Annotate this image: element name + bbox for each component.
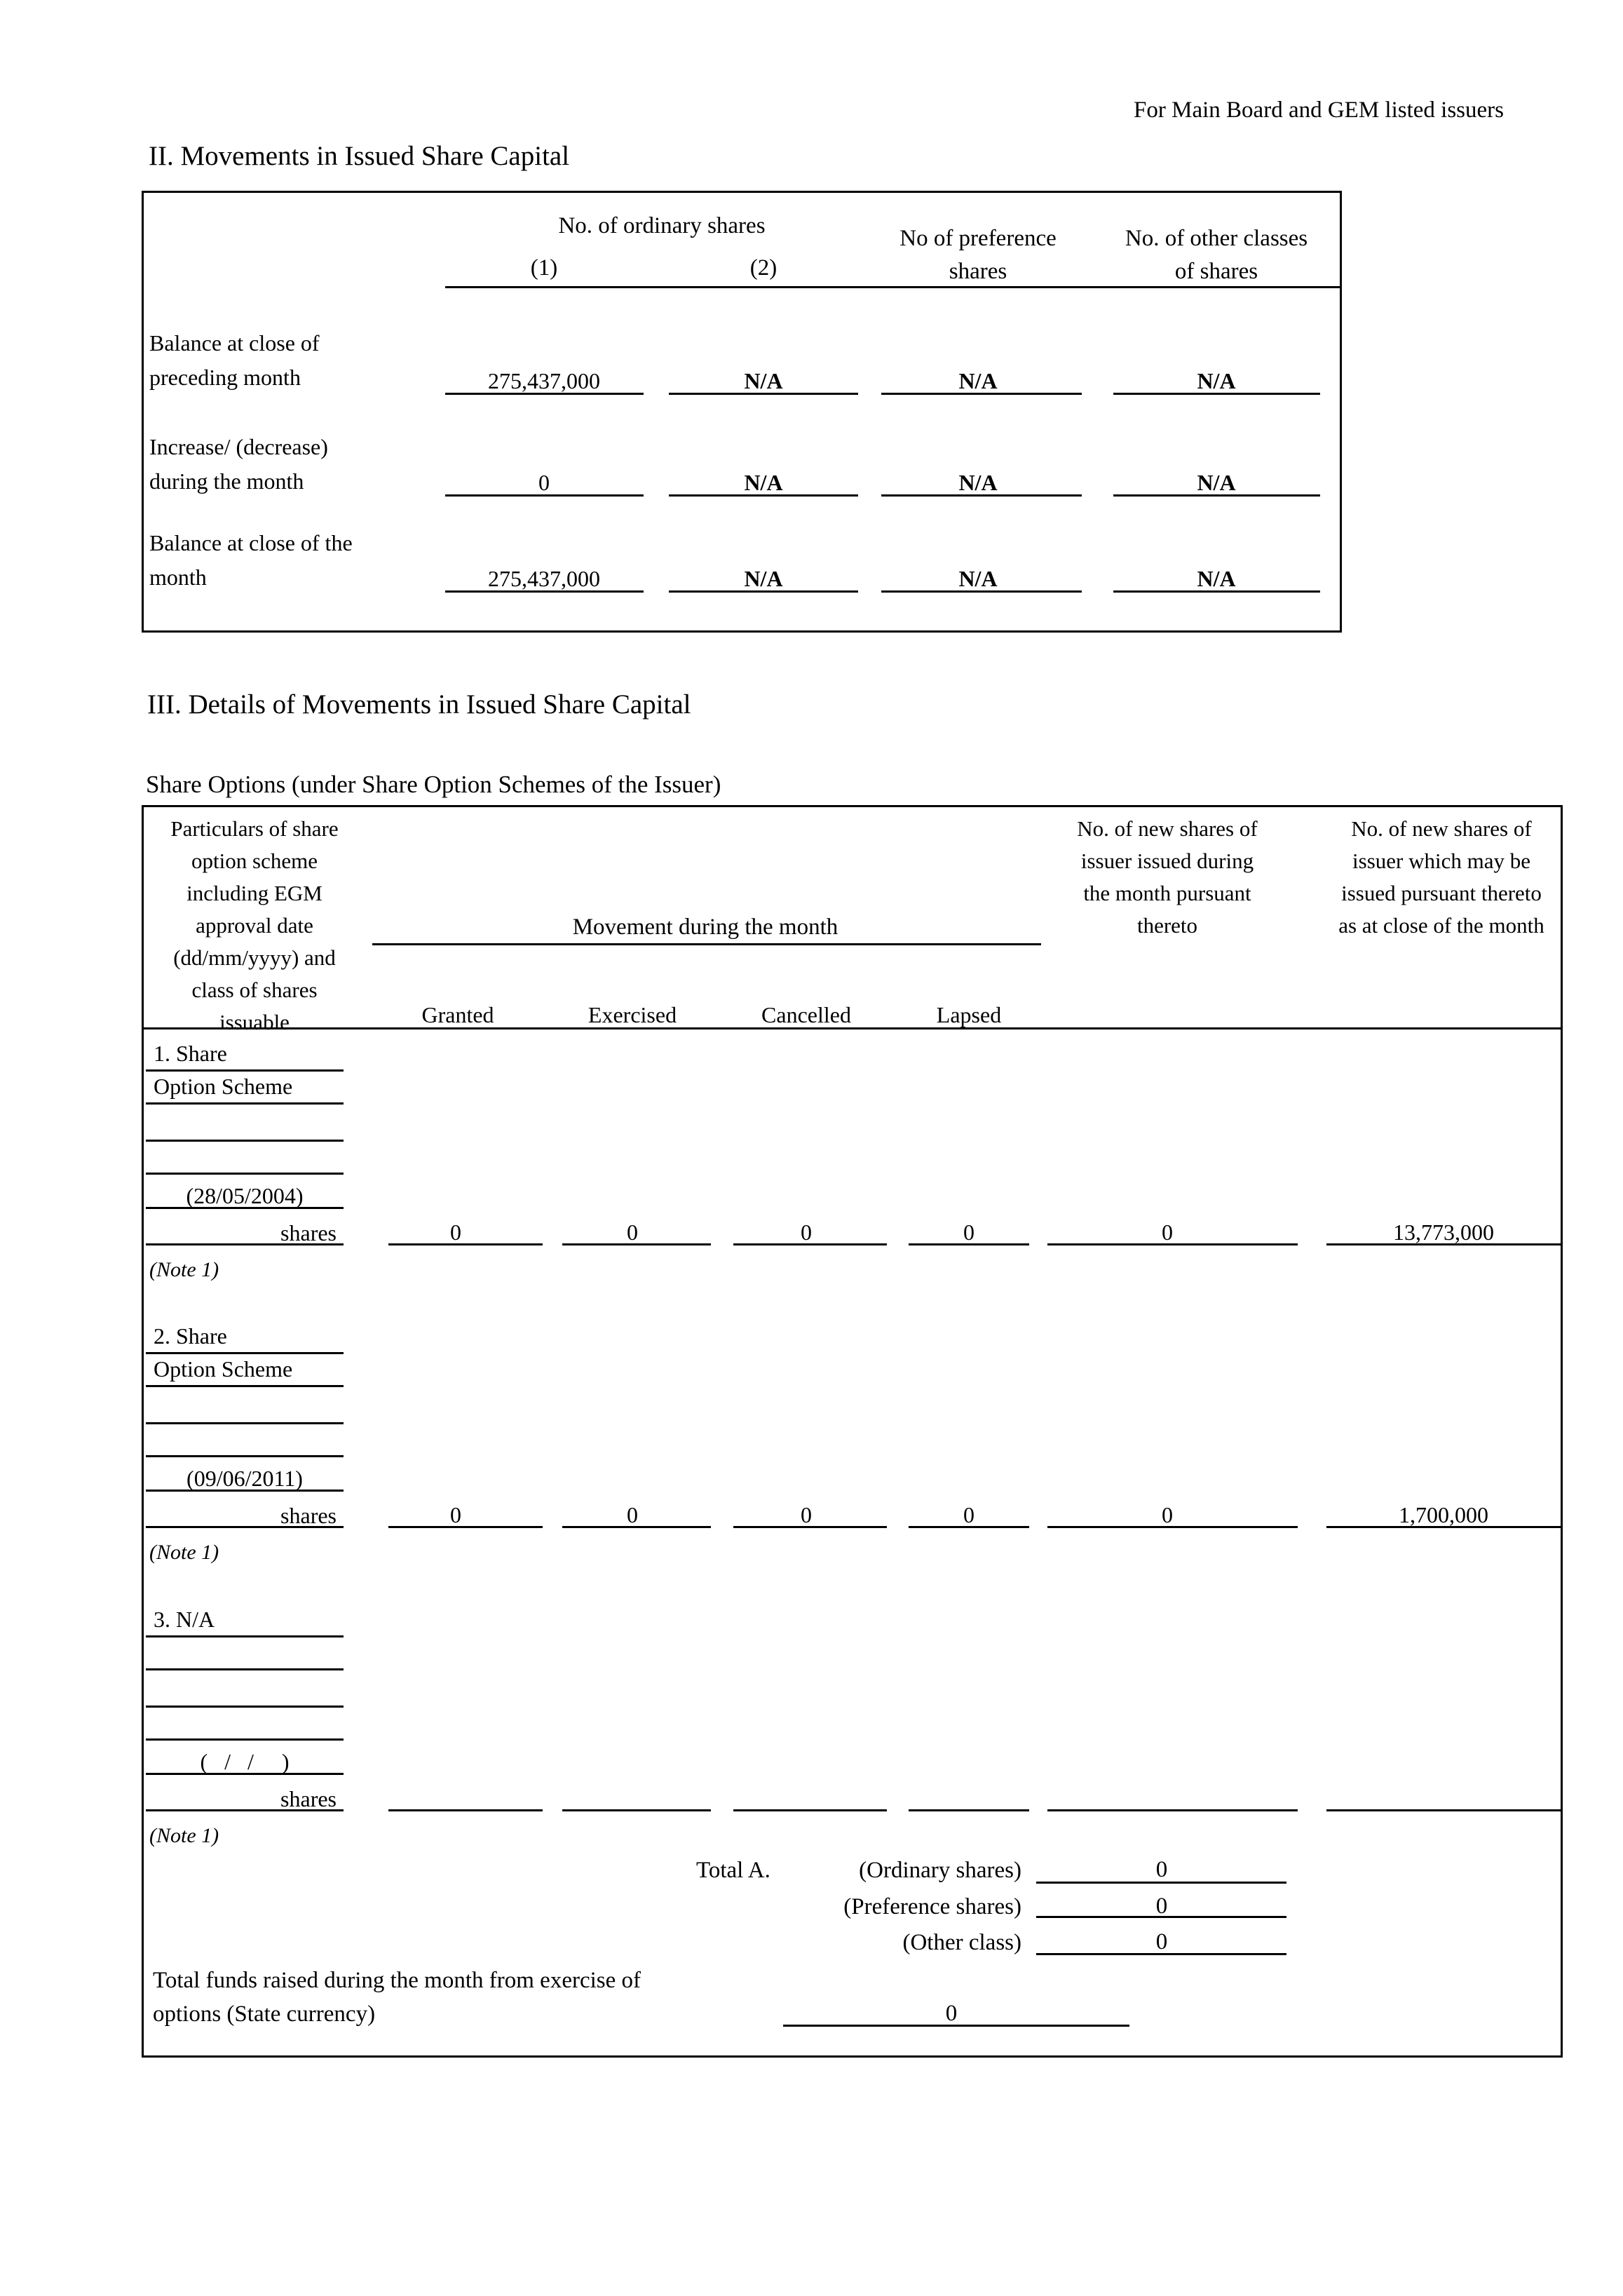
issuable-header-line: issued pursuant thereto — [1341, 881, 1542, 905]
granted-value: 0 — [450, 1502, 461, 1527]
value-other: N/A — [1197, 368, 1236, 393]
value-ordinary-2: N/A — [744, 566, 783, 591]
value-underline — [881, 393, 1082, 395]
movement-underline — [372, 943, 1041, 945]
row-label-line1: Balance at close of — [149, 330, 320, 356]
blank-line — [146, 1140, 344, 1142]
issued-value: 0 — [1162, 1220, 1173, 1245]
scheme-name-line1: 3. N/A — [154, 1607, 215, 1632]
scheme-row-3 — [144, 1606, 1561, 1848]
col-header-granted: Granted — [421, 1002, 494, 1027]
shares-label: shares — [280, 1786, 337, 1811]
row-label — [149, 430, 328, 499]
row-label-line1: Increase/ (decrease) — [149, 434, 328, 459]
col-header-particulars — [146, 813, 363, 1039]
issuable-header-line: No. of new shares of — [1351, 816, 1532, 841]
section2-table — [142, 191, 1342, 633]
total-underline — [1036, 1916, 1286, 1918]
value-underline — [733, 1243, 887, 1245]
value-underline — [146, 1526, 344, 1528]
particulars-line: (dd/mm/yyyy) and — [173, 945, 336, 970]
issuable-value: 13,773,000 — [1393, 1220, 1494, 1245]
value-underline — [1113, 590, 1320, 593]
blank-line — [146, 1706, 344, 1708]
granted-value: 0 — [450, 1220, 461, 1245]
issued-header-line: No. of new shares of — [1077, 816, 1258, 841]
value-underline — [909, 1809, 1029, 1811]
blank-line — [146, 1668, 344, 1670]
col-header-2: (2) — [749, 255, 777, 281]
scheme-approval-date: ( / / ) — [200, 1749, 290, 1774]
issued-header-line: the month pursuant — [1083, 881, 1251, 905]
scheme-row-2 — [144, 1323, 1561, 1565]
value-underline — [881, 494, 1082, 497]
value-preference: N/A — [958, 566, 998, 591]
value-other: N/A — [1197, 470, 1236, 495]
value-underline — [1047, 1526, 1298, 1528]
value-underline — [1113, 494, 1320, 497]
value-ordinary-2: N/A — [744, 470, 783, 495]
scheme-name-line2: Option Scheme — [154, 1356, 293, 1382]
col-header-cancelled: Cancelled — [761, 1002, 851, 1027]
preference-shares-total-value: 0 — [1155, 1893, 1168, 1919]
value-ordinary-1: 275,437,000 — [488, 566, 600, 591]
scheme-approval-date: (28/05/2004) — [186, 1183, 304, 1208]
lapsed-value: 0 — [963, 1502, 975, 1527]
value-underline — [1326, 1526, 1561, 1528]
scheme-name-line1: 2. Share — [154, 1323, 227, 1349]
header-bottom-border — [144, 1027, 1561, 1029]
total-funds-underline — [783, 2025, 1129, 2027]
blank-line — [146, 1422, 344, 1424]
total-underline — [1036, 1882, 1286, 1884]
value-underline — [669, 494, 858, 497]
exercised-value: 0 — [627, 1220, 638, 1245]
value-underline — [388, 1526, 543, 1528]
col-header-1: (1) — [530, 255, 558, 281]
other-class-total-value: 0 — [1155, 1929, 1168, 1954]
blank-line — [146, 1490, 344, 1492]
issued-header-line: issuer issued during — [1080, 849, 1254, 873]
value-underline — [562, 1243, 711, 1245]
section2-title: II. Movements in Issued Share Capital — [149, 141, 570, 171]
value-underline — [733, 1809, 887, 1811]
scheme-row-1 — [144, 1040, 1561, 1282]
value-preference: N/A — [958, 368, 998, 393]
col-header-other-line1: No. of other classes — [1125, 226, 1308, 251]
cancelled-value: 0 — [801, 1220, 812, 1245]
lapsed-value: 0 — [963, 1220, 975, 1245]
value-underline — [1326, 1243, 1561, 1245]
share-options-subtitle: Share Options (under Share Option Schemes of the Issuer) — [146, 771, 721, 798]
note-reference: (Note 1) — [149, 1258, 219, 1281]
value-underline — [733, 1526, 887, 1528]
issuable-value: 1,700,000 — [1399, 1502, 1488, 1527]
blank-line — [146, 1069, 344, 1072]
ordinary-shares-total-value: 0 — [1155, 1857, 1168, 1882]
preference-shares-total-label: (Preference shares) — [843, 1894, 1021, 1919]
section3-title: III. Details of Movements in Issued Share Capital — [147, 689, 691, 720]
scheme-approval-date: (09/06/2011) — [186, 1466, 303, 1491]
col-header-other-line2: of shares — [1174, 259, 1258, 284]
scheme-name-line1: 1. Share — [154, 1041, 227, 1066]
value-underline — [562, 1526, 711, 1528]
issued-value: 0 — [1162, 1502, 1173, 1527]
value-ordinary-1: 0 — [538, 470, 550, 495]
value-underline — [669, 393, 858, 395]
blank-line — [146, 1455, 344, 1457]
particulars-line: including EGM — [186, 881, 322, 905]
value-underline — [909, 1526, 1029, 1528]
blank-line — [146, 1352, 344, 1354]
col-header-lapsed: Lapsed — [936, 1002, 1002, 1027]
value-underline — [388, 1809, 543, 1811]
value-underline — [909, 1243, 1029, 1245]
value-ordinary-2: N/A — [744, 368, 783, 393]
note-reference: (Note 1) — [149, 1824, 219, 1847]
total-funds-label-line1: Total funds raised during the month from exercise of — [153, 1968, 641, 1993]
value-underline — [146, 1809, 344, 1811]
note-reference: (Note 1) — [149, 1541, 219, 1564]
blank-line — [146, 1173, 344, 1175]
issuable-header-line: as at close of the month — [1338, 913, 1544, 938]
value-underline — [562, 1809, 711, 1811]
col-header-preference-shares — [873, 222, 1083, 288]
blank-line — [146, 1207, 344, 1209]
col-header-other-classes — [1111, 222, 1322, 288]
row-label — [149, 326, 320, 395]
particulars-line: Particulars of share — [170, 816, 339, 841]
value-underline — [445, 393, 644, 395]
value-underline — [1047, 1809, 1298, 1811]
total-funds-value: 0 — [945, 2001, 958, 2026]
section3-table — [142, 805, 1563, 2058]
exercised-value: 0 — [627, 1502, 638, 1527]
blank-line — [146, 1385, 344, 1387]
total-a-label: Total A. — [696, 1858, 770, 1883]
value-underline — [445, 590, 644, 593]
row-label-line2: month — [149, 565, 207, 590]
row-label-line2: during the month — [149, 468, 304, 494]
value-underline — [388, 1243, 543, 1245]
row-label-line1: Balance at close of the — [149, 530, 353, 555]
particulars-line: option scheme — [191, 849, 318, 873]
particulars-line: issuable — [219, 1010, 290, 1034]
col-header-movement: Movement during the month — [572, 914, 838, 940]
board-note: For Main Board and GEM listed issuers — [1134, 97, 1504, 123]
value-underline — [445, 494, 644, 497]
col-header-issuable-at-close — [1326, 813, 1557, 942]
scheme-name-line2: Option Scheme — [154, 1074, 293, 1099]
col-header-issued-during-month — [1052, 813, 1283, 942]
shares-label: shares — [280, 1503, 337, 1528]
total-underline — [1036, 1953, 1286, 1955]
value-underline — [881, 590, 1082, 593]
value-underline — [669, 590, 858, 593]
particulars-line: approval date — [196, 913, 313, 938]
ordinary-shares-total-label: (Ordinary shares) — [859, 1858, 1021, 1883]
issuable-header-line: issuer which may be — [1352, 849, 1530, 873]
blank-line — [146, 1635, 344, 1637]
value-underline — [1113, 393, 1320, 395]
col-header-ordinary-shares: No. of ordinary shares — [558, 213, 766, 238]
particulars-line: class of shares — [191, 978, 318, 1002]
value-underline — [1047, 1243, 1298, 1245]
col-header-exercised: Exercised — [588, 1002, 677, 1027]
issued-header-line: thereto — [1136, 913, 1198, 938]
col-header-preference-line2: shares — [949, 259, 1007, 284]
row-label-line2: preceding month — [149, 365, 301, 390]
value-other: N/A — [1197, 566, 1236, 591]
total-funds-label-line2: options (State currency) — [153, 2001, 376, 2027]
value-preference: N/A — [958, 470, 998, 495]
header-underline — [445, 286, 1340, 288]
value-underline — [146, 1243, 344, 1245]
other-class-total-label: (Other class) — [902, 1930, 1021, 1955]
blank-line — [146, 1738, 344, 1741]
value-underline — [1326, 1809, 1561, 1811]
cancelled-value: 0 — [801, 1502, 812, 1527]
blank-line — [146, 1773, 344, 1775]
row-label — [149, 526, 353, 595]
value-ordinary-1: 275,437,000 — [488, 368, 600, 393]
col-header-preference-line1: No of preference — [899, 226, 1057, 251]
shares-label: shares — [280, 1220, 337, 1245]
blank-line — [146, 1102, 344, 1105]
